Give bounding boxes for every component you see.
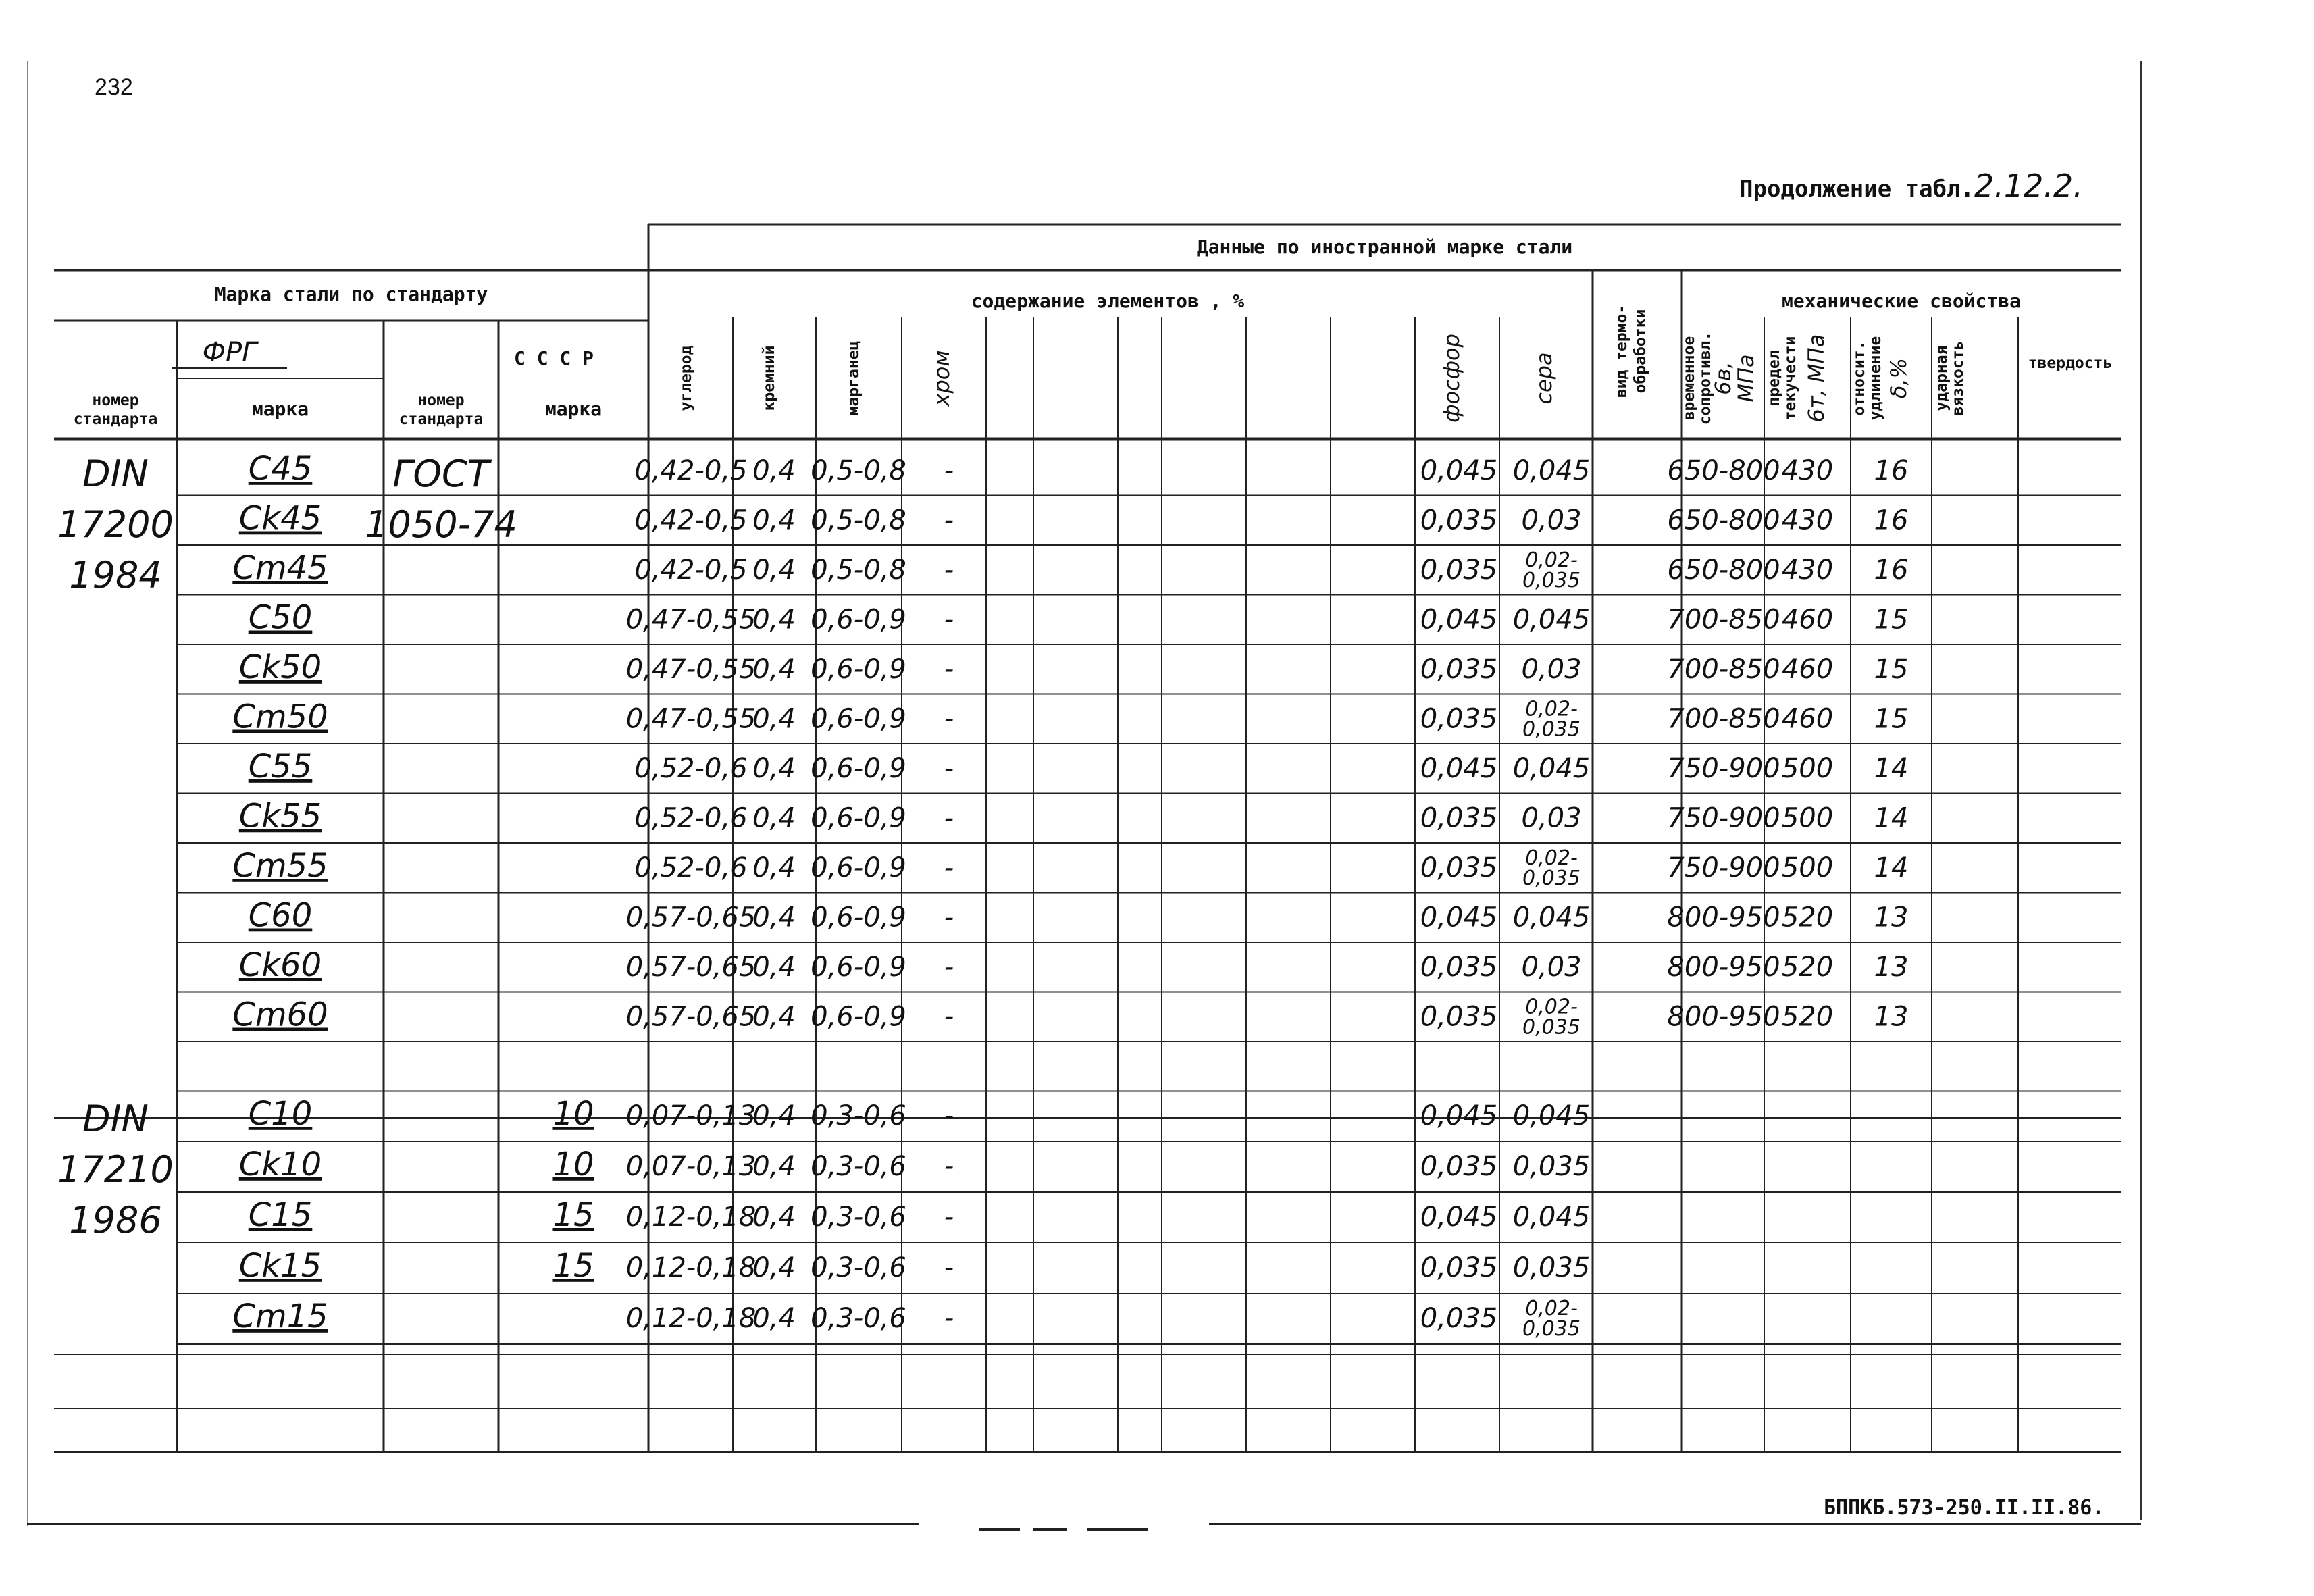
mn-cell: 0,6-0,9	[811, 604, 906, 636]
impact-header: вязкость	[1949, 340, 1967, 416]
ussr-grade-cell: 10	[552, 1095, 594, 1133]
yield-cell: 520	[1781, 902, 1834, 933]
grade-by-standard-header: Марка стали по стандарту	[214, 283, 488, 305]
bottom-frame-line	[1209, 1523, 2141, 1525]
mn-cell: 0,5-0,8	[811, 555, 906, 586]
cr-cell: -	[944, 703, 954, 735]
carbon-header: углерод	[677, 345, 695, 411]
mn-cell: 0,6-0,9	[811, 1001, 906, 1033]
hardness-header: твердость	[2028, 355, 2113, 372]
frg-header: ФРГ	[202, 337, 257, 368]
si-cell: 0,4	[752, 753, 796, 784]
ussr-grade-cell: 10	[552, 1145, 594, 1183]
p-cell: 0,035	[1420, 505, 1498, 536]
grade-cell: C50	[248, 598, 313, 637]
cr-cell: -	[944, 1303, 954, 1334]
elong-cell: 16	[1874, 455, 1909, 486]
elong-cell: 13	[1874, 902, 1909, 933]
c-cell: 0,47-0,55	[625, 604, 756, 636]
grade-cell: Cm60	[232, 996, 328, 1034]
grade-cell: C60	[248, 896, 313, 935]
s-cell: 0,035	[1522, 569, 1580, 592]
c-cell: 0,52-0,6	[634, 852, 748, 883]
c-cell: 0,57-0,65	[625, 902, 756, 933]
c-cell: 0,57-0,65	[625, 1001, 756, 1033]
s-cell: 0,045	[1512, 604, 1591, 636]
elongation-header: удлинение	[1867, 336, 1884, 421]
p-cell: 0,035	[1420, 802, 1498, 834]
mn-cell: 0,3-0,6	[811, 1303, 906, 1334]
gost-standard: ГОСТ	[392, 453, 490, 495]
tensile-cell: 800-950	[1667, 1001, 1780, 1033]
si-cell: 0,4	[752, 852, 796, 883]
tensile-cell: 750-900	[1667, 852, 1780, 883]
p-cell: 0,035	[1420, 555, 1498, 586]
cr-cell: -	[944, 455, 954, 486]
tensile-cell: 700-850	[1667, 703, 1780, 735]
s-cell: 0,035	[1522, 867, 1580, 890]
si-cell: 0,4	[752, 802, 796, 834]
elong-cell: 15	[1874, 703, 1909, 735]
yield-cell: 430	[1781, 555, 1834, 586]
cr-cell: -	[944, 852, 954, 883]
tensile-cell: 800-950	[1667, 902, 1780, 933]
mn-cell: 0,5-0,8	[811, 505, 906, 536]
c-cell: 0,52-0,6	[634, 753, 748, 784]
bottom-dash	[979, 1528, 1020, 1531]
tensile-cell: 650-800	[1667, 555, 1780, 586]
elongation-symbol: δ,%	[1886, 357, 1911, 399]
elong-cell: 15	[1874, 654, 1909, 685]
gost-standard: 1050-74	[365, 503, 517, 546]
tensile-cell: 650-800	[1667, 455, 1780, 486]
yield-cell: 460	[1781, 604, 1834, 636]
heat-treatment-header: обработки	[1632, 309, 1649, 394]
manganese-header: марганец	[845, 340, 863, 416]
grade-cell: Ck45	[238, 499, 322, 538]
c-cell: 0,07-0,13	[625, 1100, 756, 1131]
grade-cell: C55	[248, 748, 313, 786]
s-cell: 0,035	[1522, 1015, 1580, 1039]
p-cell: 0,045	[1420, 902, 1498, 933]
yield-header: предел	[1766, 350, 1783, 407]
tensile-cell: 650-800	[1667, 505, 1780, 536]
c-cell: 0,52-0,6	[634, 802, 748, 834]
mn-cell: 0,6-0,9	[811, 852, 906, 883]
c-cell: 0,12-0,18	[625, 1252, 756, 1283]
p-cell: 0,045	[1420, 604, 1498, 636]
elong-cell: 14	[1874, 852, 1909, 883]
tensile-cell: 700-850	[1667, 654, 1780, 685]
s-cell: 0,02-	[1525, 697, 1578, 721]
elong-cell: 15	[1874, 604, 1909, 636]
c-cell: 0,12-0,18	[625, 1202, 756, 1233]
c-cell: 0,42-0,5	[634, 505, 748, 536]
chrome-header: хром	[929, 350, 954, 407]
si-cell: 0,4	[752, 455, 796, 486]
std-number-header: стандарта	[73, 411, 158, 428]
s-cell: 0,045	[1512, 455, 1591, 486]
p-cell: 0,035	[1420, 952, 1498, 983]
elong-cell: 14	[1874, 753, 1909, 784]
continuation-label: Продолжение табл.	[1739, 176, 1974, 203]
si-cell: 0,4	[752, 1202, 796, 1233]
din-standard: 17200	[57, 503, 174, 546]
c-cell: 0,12-0,18	[625, 1303, 756, 1334]
mechanical-header: механические свойства	[1781, 290, 2022, 312]
tensile-symbol: 6в,	[1710, 361, 1736, 395]
s-cell: 0,03	[1521, 654, 1582, 685]
p-cell: 0,035	[1420, 1001, 1498, 1033]
si-cell: 0,4	[752, 703, 796, 735]
s-cell: 0,02-	[1525, 846, 1578, 870]
mn-cell: 0,3-0,6	[811, 1151, 906, 1182]
si-cell: 0,4	[752, 902, 796, 933]
grade-cell: Ck10	[238, 1145, 322, 1183]
p-cell: 0,035	[1420, 654, 1498, 685]
s-cell: 0,03	[1521, 802, 1582, 834]
tensile-cell: 750-900	[1667, 802, 1780, 834]
p-cell: 0,045	[1420, 455, 1498, 486]
yield-symbol: 6т, МПа	[1803, 334, 1829, 423]
foreign-data-header: Данные по иностранной марке стали	[1196, 236, 1573, 258]
mn-cell: 0,6-0,9	[811, 654, 906, 685]
din-standard: 1986	[69, 1199, 162, 1241]
s-cell: 0,045	[1512, 902, 1591, 933]
cr-cell: -	[944, 952, 954, 983]
s-cell: 0,035	[1522, 1317, 1580, 1341]
cr-cell: -	[944, 1100, 954, 1131]
s-cell: 0,045	[1512, 1100, 1591, 1131]
elong-cell: 13	[1874, 1001, 1909, 1033]
cr-cell: -	[944, 1001, 954, 1033]
mn-cell: 0,3-0,6	[811, 1100, 906, 1131]
s-cell: 0,03	[1521, 952, 1582, 983]
cr-cell: -	[944, 1151, 954, 1182]
din-standard: 1984	[69, 554, 162, 596]
grade-cell: C45	[248, 450, 313, 488]
tensile-header: сопротивл.	[1697, 331, 1714, 426]
si-cell: 0,4	[752, 654, 796, 685]
c-cell: 0,47-0,55	[625, 703, 756, 735]
si-cell: 0,4	[752, 555, 796, 586]
s-cell: 0,035	[1512, 1151, 1591, 1182]
p-cell: 0,035	[1420, 1252, 1498, 1283]
p-cell: 0,035	[1420, 852, 1498, 883]
yield-header: текучести	[1782, 336, 1799, 421]
s-cell: 0,02-	[1525, 548, 1578, 572]
p-cell: 0,035	[1420, 703, 1498, 735]
s-cell: 0,045	[1512, 753, 1591, 784]
c-cell: 0,57-0,65	[625, 952, 756, 983]
yield-cell: 430	[1781, 455, 1834, 486]
p-cell: 0,035	[1420, 1303, 1498, 1334]
ussr-header: С С С Р	[513, 347, 594, 369]
bottom-dash	[1033, 1528, 1067, 1531]
grade-cell: Cm45	[232, 549, 328, 587]
si-cell: 0,4	[752, 952, 796, 983]
cr-cell: -	[944, 1202, 954, 1233]
tensile-unit: МПа	[1733, 354, 1759, 403]
s-cell: 0,02-	[1525, 1297, 1578, 1320]
grade-cell: Cm55	[232, 847, 328, 885]
cr-cell: -	[944, 802, 954, 834]
din-standard: DIN	[82, 1098, 149, 1140]
cr-cell: -	[944, 555, 954, 586]
yield-cell: 520	[1781, 952, 1834, 983]
footer-code: БППКБ.573-250.II.II.86.	[1824, 1496, 2105, 1520]
yield-cell: 430	[1781, 505, 1834, 536]
mn-cell: 0,3-0,6	[811, 1252, 906, 1283]
si-cell: 0,4	[752, 1151, 796, 1182]
mn-cell: 0,6-0,9	[811, 703, 906, 735]
phosphorus-header: фосфор	[1439, 334, 1464, 423]
din-standard: 17210	[57, 1148, 174, 1191]
std-number-header: номер	[92, 392, 139, 409]
s-cell: 0,035	[1522, 717, 1580, 742]
bottom-frame-line	[27, 1523, 919, 1525]
bottom-dash	[1087, 1528, 1148, 1531]
elements-header: содержание элементов , %	[971, 290, 1245, 312]
s-cell: 0,03	[1521, 505, 1582, 536]
s-cell: 0,035	[1512, 1252, 1591, 1283]
grade-cell: Ck50	[238, 648, 322, 686]
sulfur-header: сера	[1531, 352, 1557, 405]
si-cell: 0,4	[752, 1252, 796, 1283]
c-cell: 0,42-0,5	[634, 455, 748, 486]
yield-cell: 460	[1781, 654, 1834, 685]
grade-cell: Ck15	[238, 1247, 322, 1285]
si-cell: 0,4	[752, 604, 796, 636]
s-cell: 0,045	[1512, 1202, 1591, 1233]
p-cell: 0,045	[1420, 1100, 1498, 1131]
elong-cell: 14	[1874, 802, 1909, 834]
page-number: 232	[95, 74, 133, 100]
table-number: 2.12.2.	[1974, 168, 2083, 204]
c-cell: 0,42-0,5	[634, 555, 748, 586]
mn-cell: 0,5-0,8	[811, 455, 906, 486]
cr-cell: -	[944, 902, 954, 933]
elongation-header: относит.	[1851, 340, 1868, 416]
gost-number-header: стандарта	[398, 411, 484, 428]
yield-cell: 500	[1781, 852, 1834, 883]
yield-cell: 520	[1781, 1001, 1834, 1033]
p-cell: 0,045	[1420, 1202, 1498, 1233]
tensile-cell: 750-900	[1667, 753, 1780, 784]
cr-cell: -	[944, 505, 954, 536]
yield-cell: 460	[1781, 703, 1834, 735]
din-standard: DIN	[82, 453, 149, 495]
mn-cell: 0,6-0,9	[811, 802, 906, 834]
ussr-grade-cell: 15	[552, 1196, 594, 1234]
cr-cell: -	[944, 654, 954, 685]
mn-cell: 0,6-0,9	[811, 952, 906, 983]
p-cell: 0,035	[1420, 1151, 1498, 1182]
cr-cell: -	[944, 1252, 954, 1283]
mn-cell: 0,6-0,9	[811, 753, 906, 784]
tensile-cell: 700-850	[1667, 604, 1780, 636]
p-cell: 0,045	[1420, 753, 1498, 784]
yield-cell: 500	[1781, 802, 1834, 834]
elong-cell: 13	[1874, 952, 1909, 983]
tensile-header: временное	[1680, 336, 1698, 421]
grade-cell: Cm15	[232, 1297, 328, 1335]
cr-cell: -	[944, 604, 954, 636]
s-cell: 0,02-	[1525, 995, 1578, 1019]
yield-cell: 500	[1781, 753, 1834, 784]
cr-cell: -	[944, 753, 954, 784]
gost-number-header: номер	[417, 392, 465, 409]
elong-cell: 16	[1874, 505, 1909, 536]
grade-cell: Ck60	[238, 946, 322, 984]
impact-header: ударная	[1933, 345, 1951, 411]
grade-cell: Cm50	[232, 698, 328, 736]
silicon-header: кремний	[761, 345, 778, 411]
ussr-grade-cell: 15	[552, 1247, 594, 1285]
si-cell: 0,4	[752, 1001, 796, 1033]
mn-cell: 0,3-0,6	[811, 1202, 906, 1233]
grade-cell: C15	[248, 1196, 313, 1234]
grade-cell: C10	[248, 1095, 313, 1133]
c-cell: 0,47-0,55	[625, 654, 756, 685]
si-cell: 0,4	[752, 1100, 796, 1131]
si-cell: 0,4	[752, 505, 796, 536]
heat-treatment-header: вид термо-	[1613, 304, 1630, 398]
ussr-grade-header: марка	[544, 398, 602, 420]
mn-cell: 0,6-0,9	[811, 902, 906, 933]
elong-cell: 16	[1874, 555, 1909, 586]
grade-header: марка	[251, 398, 309, 420]
si-cell: 0,4	[752, 1303, 796, 1334]
c-cell: 0,07-0,13	[625, 1151, 756, 1182]
grade-cell: Ck55	[238, 797, 322, 835]
tensile-cell: 800-950	[1667, 952, 1780, 983]
